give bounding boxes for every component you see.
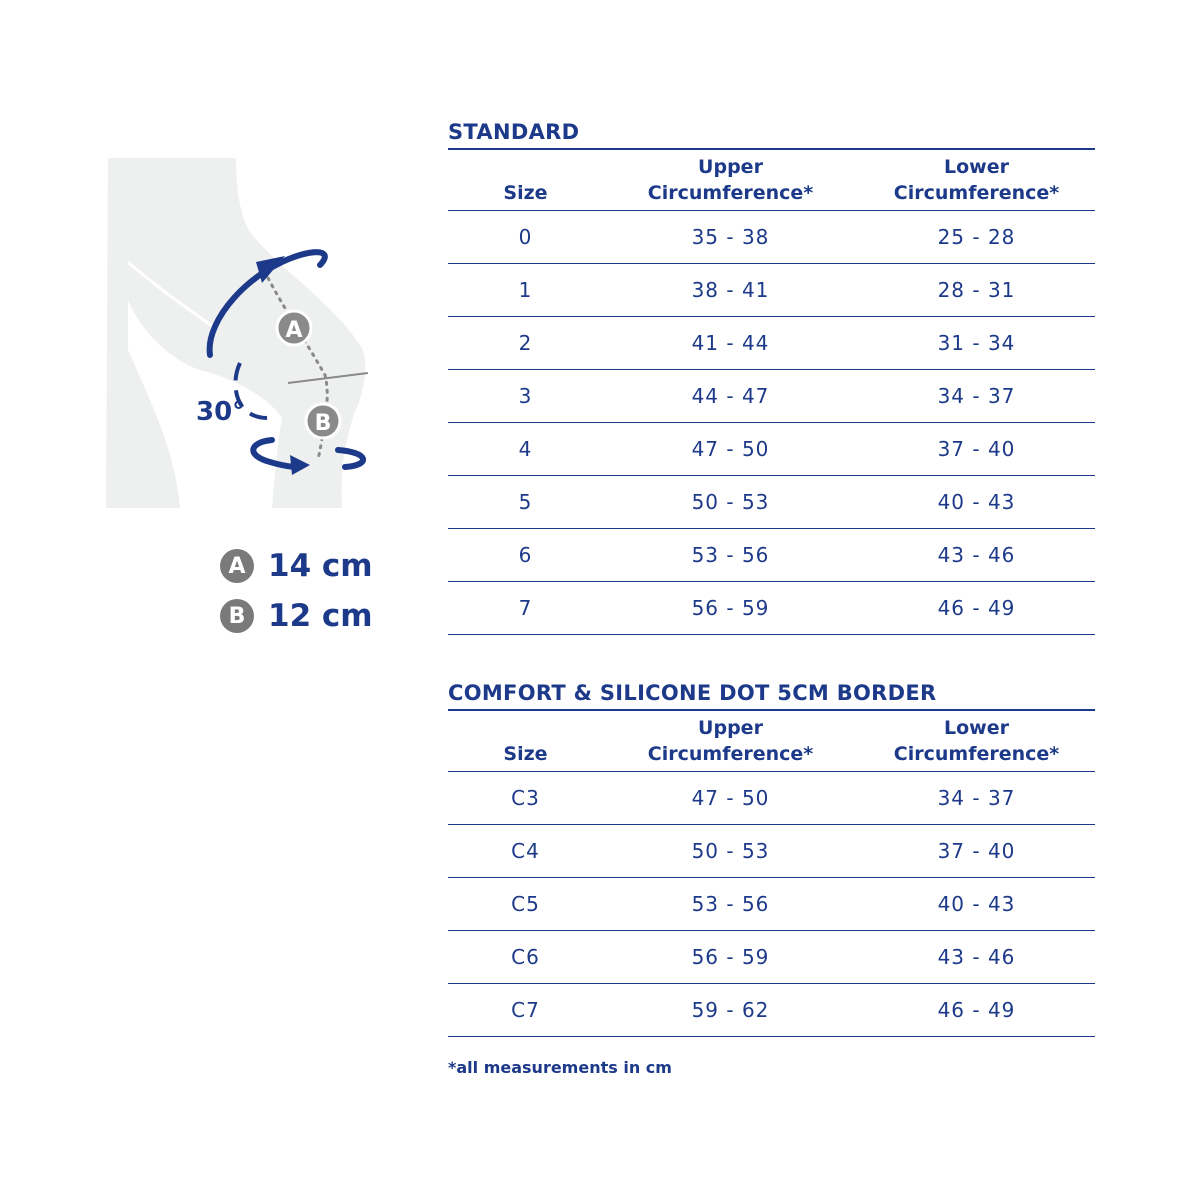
table-row [448, 317, 1095, 370]
header-upper [603, 715, 858, 767]
svg-text:A: A [285, 318, 303, 343]
svg-text:B: B [314, 411, 332, 436]
cell-lower: 34 - 37 [937, 786, 1016, 810]
cell-upper: 53 - 56 [691, 543, 770, 567]
header-lower [858, 715, 1095, 767]
header-lower-line2: Circumference* [893, 743, 1060, 765]
header-upper-line1: Upper [698, 717, 763, 739]
cell-upper: 47 - 50 [691, 437, 770, 461]
table-row [448, 423, 1095, 476]
cell-size: 2 [518, 331, 533, 355]
header-lower-line1: Lower [944, 156, 1009, 178]
table-row [448, 878, 1095, 931]
cell-lower: 43 - 46 [937, 945, 1016, 969]
header-lower-line2: Circumference* [893, 182, 1060, 204]
cell-lower: 34 - 37 [937, 384, 1016, 408]
cell-lower: 37 - 40 [937, 437, 1016, 461]
leg-measurement-illustration [100, 150, 390, 520]
header-lower-line1: Lower [944, 717, 1009, 739]
cell-upper: 59 - 62 [691, 998, 770, 1022]
cell-size: C3 [511, 786, 540, 810]
angle-label: 30° [196, 397, 246, 427]
cell-size: 7 [518, 596, 533, 620]
point-b-badge: B [220, 599, 254, 633]
cell-upper: 38 - 41 [691, 278, 770, 302]
table-row [448, 582, 1095, 635]
measurement-a-value: 14 cm [268, 548, 373, 584]
cell-size: 6 [518, 543, 533, 567]
cell-lower: 25 - 28 [937, 225, 1016, 249]
footnote: *all measurements in cm [448, 1058, 672, 1077]
cell-size: 4 [518, 437, 533, 461]
cell-upper: 41 - 44 [691, 331, 770, 355]
measurement-b-value: 12 cm [268, 598, 373, 634]
table-row [448, 370, 1095, 423]
leg-silhouette [106, 158, 365, 508]
comfort-header-row [448, 711, 1095, 772]
cell-upper: 56 - 59 [691, 945, 770, 969]
header-upper-line2: Circumference* [647, 182, 814, 204]
cell-upper: 53 - 56 [691, 892, 770, 916]
measurement-b [220, 598, 373, 634]
cell-upper: 50 - 53 [691, 490, 770, 514]
header-upper-line1: Upper [698, 156, 763, 178]
cell-lower: 37 - 40 [937, 839, 1016, 863]
cell-size: C4 [511, 839, 540, 863]
table-row [448, 529, 1095, 582]
cell-size: C6 [511, 945, 540, 969]
cell-size: C7 [511, 998, 540, 1022]
cell-upper: 47 - 50 [691, 786, 770, 810]
comfort-size-table [448, 677, 1095, 1037]
point-a-badge: A [220, 549, 254, 583]
cell-upper: 44 - 47 [691, 384, 770, 408]
comfort-title: COMFORT & SILICONE DOT 5CM BORDER [448, 677, 1095, 711]
cell-upper: 35 - 38 [691, 225, 770, 249]
table-row [448, 931, 1095, 984]
cell-size: 0 [518, 225, 533, 249]
standard-size-table [448, 116, 1095, 635]
cell-upper: 56 - 59 [691, 596, 770, 620]
table-row [448, 984, 1095, 1037]
header-lower [858, 154, 1095, 206]
cell-lower: 40 - 43 [937, 892, 1016, 916]
cell-lower: 40 - 43 [937, 490, 1016, 514]
table-row [448, 264, 1095, 317]
cell-lower: 31 - 34 [937, 331, 1016, 355]
table-row [448, 211, 1095, 264]
cell-size: 5 [518, 490, 533, 514]
table-row [448, 825, 1095, 878]
cell-size: C5 [511, 892, 540, 916]
cell-size: 3 [518, 384, 533, 408]
header-upper [603, 154, 858, 206]
table-row [448, 772, 1095, 825]
header-size: Size [503, 182, 548, 204]
cell-size: 1 [518, 278, 533, 302]
standard-header-row [448, 150, 1095, 211]
measurement-a [220, 548, 373, 584]
header-upper-line2: Circumference* [647, 743, 814, 765]
cell-lower: 28 - 31 [937, 278, 1016, 302]
cell-lower: 43 - 46 [937, 543, 1016, 567]
table-row [448, 476, 1095, 529]
cell-lower: 46 - 49 [937, 998, 1016, 1022]
cell-lower: 46 - 49 [937, 596, 1016, 620]
standard-title: STANDARD [448, 116, 1095, 150]
header-size: Size [503, 743, 548, 765]
cell-upper: 50 - 53 [691, 839, 770, 863]
